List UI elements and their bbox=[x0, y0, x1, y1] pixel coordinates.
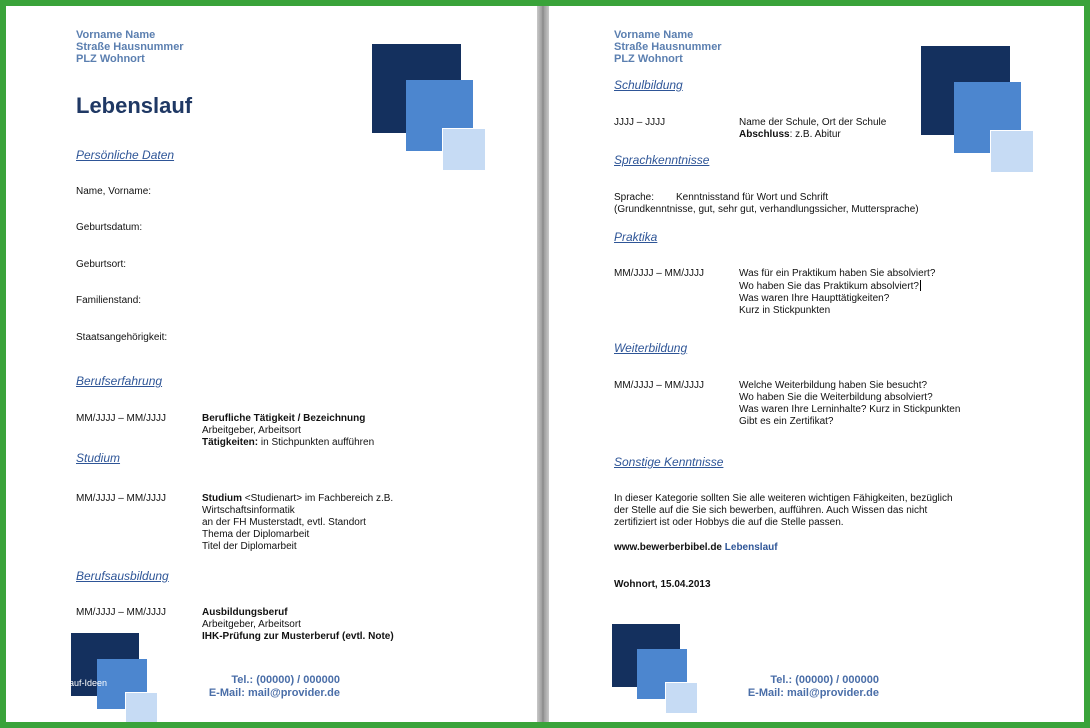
deco-square-light bbox=[442, 128, 486, 171]
training-title: Ausbildungsberuf bbox=[202, 607, 288, 618]
experience-employer: Arbeitgeber, Arbeitsort bbox=[202, 425, 301, 436]
section-heading-other-skills: Sonstige Kenntnisse bbox=[614, 455, 724, 469]
section-heading-languages: Sprachkenntnisse bbox=[614, 153, 710, 167]
header-address bbox=[614, 29, 722, 65]
footer-square-light bbox=[125, 692, 158, 722]
study-line: an der FH Musterstadt, evtl. Standort bbox=[202, 517, 366, 528]
school-degree-text: : z.B. Abitur bbox=[789, 129, 841, 140]
header-city: PLZ Wohnort bbox=[614, 53, 683, 65]
watermark-text: auf-Ideen bbox=[69, 678, 108, 688]
header-city: PLZ Wohnort bbox=[76, 53, 145, 65]
website-line bbox=[614, 542, 778, 554]
study-line: Wirtschaftsinformatik bbox=[202, 505, 295, 516]
study-title-bold: Studium bbox=[202, 493, 242, 504]
training-exam: IHK-Prüfung zur Musterberuf (evtl. Note) bbox=[202, 631, 394, 642]
other-skills-line: In dieser Kategorie sollten Sie alle weiteren wichtigen Fähigkeiten, bezüglich bbox=[614, 493, 953, 504]
footer-tel: Tel.: (00000) / 000000 bbox=[770, 674, 879, 686]
training-employer: Arbeitgeber, Arbeitsort bbox=[202, 619, 301, 630]
deco-square-light bbox=[990, 130, 1034, 173]
page-gutter bbox=[537, 6, 549, 722]
footer-email[interactable]: mail@provider.de bbox=[247, 687, 340, 699]
website-link[interactable]: www.bewerberbibel.de bbox=[614, 542, 722, 553]
experience-date: MM/JJJJ – MM/JJJJ bbox=[76, 413, 166, 424]
internship-line: Kurz in Stickpunkten bbox=[739, 305, 831, 316]
section-heading-experience: Berufserfahrung bbox=[76, 374, 163, 388]
header-street: Straße Hausnummer bbox=[76, 41, 184, 53]
field-name: Name, Vorname: bbox=[76, 186, 152, 197]
study-line: Thema der Diplomarbeit bbox=[202, 529, 310, 540]
study-title-rest: <Studienart> im Fachbereich z.B. bbox=[242, 493, 394, 504]
training-date: MM/JJJJ – MM/JJJJ bbox=[76, 607, 166, 618]
section-heading-internships: Praktika bbox=[614, 230, 658, 244]
study-date: MM/JJJJ – MM/JJJJ bbox=[76, 493, 166, 504]
school-name: Name der Schule, Ort der Schule bbox=[739, 117, 887, 128]
field-marital-status: Familienstand: bbox=[76, 295, 142, 306]
experience-tasks-label: Tätigkeiten: bbox=[202, 437, 259, 448]
section-heading-personal: Persönliche Daten bbox=[76, 148, 175, 162]
experience-title: Berufliche Tätigkeit / Bezeichnung bbox=[202, 413, 366, 424]
header-address bbox=[76, 29, 184, 65]
cv-page-1 bbox=[6, 6, 537, 722]
section-heading-training: Berufsausbildung bbox=[76, 569, 169, 583]
footer-tel: Tel.: (00000) / 000000 bbox=[231, 674, 340, 686]
other-skills-text bbox=[614, 493, 953, 529]
school-degree-label: Abschluss bbox=[739, 129, 790, 140]
section-heading-study: Studium bbox=[76, 451, 121, 465]
other-skills-line: zertifiziert ist oder Hobbys die auf die Stelle passen. bbox=[614, 517, 844, 528]
cv-page-2 bbox=[549, 6, 1084, 722]
language-text: Kenntnisstand für Wort und Schrift bbox=[676, 192, 829, 203]
internship-details bbox=[739, 268, 935, 317]
field-birthdate: Geburtsdatum: bbox=[76, 222, 143, 233]
school-details bbox=[739, 117, 886, 141]
website-suffix: Lebenslauf bbox=[722, 542, 778, 553]
school-date: JJJJ – JJJJ bbox=[614, 117, 666, 128]
field-nationality: Staatsangehörigkeit: bbox=[76, 332, 168, 343]
header-name: Vorname Name bbox=[614, 29, 694, 41]
header-name: Vorname Name bbox=[76, 29, 156, 41]
footer-contact bbox=[206, 674, 340, 700]
further-training-date: MM/JJJJ – MM/JJJJ bbox=[614, 380, 704, 391]
internship-line: Wo haben Sie das Praktikum absolviert? bbox=[739, 281, 919, 292]
further-training-line: Was waren Ihre Lerninhalte? Kurz in Stickpunkten bbox=[739, 404, 961, 415]
page-title: Lebenslauf bbox=[76, 93, 193, 118]
experience-tasks-text: in Stichpunkten aufführen bbox=[258, 437, 375, 448]
footer-email-label: E-Mail: bbox=[747, 687, 784, 699]
section-heading-school: Schulbildung bbox=[614, 78, 683, 92]
experience-details bbox=[202, 413, 374, 449]
other-skills-line: der Stelle auf die Sie sich bewerben, aufführen. Auch Wissen das nicht bbox=[614, 505, 928, 516]
internship-line: Was für ein Praktikum haben Sie absolviert? bbox=[739, 268, 936, 279]
place-date: Wohnort, 15.04.2013 bbox=[614, 579, 711, 590]
internship-line: Was waren Ihre Haupttätigkeiten? bbox=[739, 293, 890, 304]
study-line: Titel der Diplomarbeit bbox=[202, 541, 297, 552]
further-training-line: Welche Weiterbildung haben Sie besucht? bbox=[739, 380, 928, 391]
header-street: Straße Hausnummer bbox=[614, 41, 722, 53]
language-note: (Grundkenntnisse, gut, sehr gut, verhandlungssicher, Muttersprache) bbox=[614, 204, 919, 215]
further-training-line: Wo haben Sie die Weiterbildung absolviert? bbox=[739, 392, 933, 403]
further-training-details bbox=[739, 380, 960, 428]
footer-email[interactable]: mail@provider.de bbox=[786, 687, 879, 699]
further-training-line: Gibt es ein Zertifikat? bbox=[739, 416, 834, 427]
text-cursor bbox=[920, 280, 921, 291]
internship-date: MM/JJJJ – MM/JJJJ bbox=[614, 268, 704, 279]
footer-email-label: E-Mail: bbox=[208, 687, 245, 699]
footer-contact bbox=[745, 674, 879, 700]
field-birthplace: Geburtsort: bbox=[76, 259, 127, 270]
footer-square-light bbox=[665, 682, 698, 714]
section-heading-further-training: Weiterbildung bbox=[614, 341, 688, 355]
language-label: Sprache: bbox=[614, 192, 655, 203]
training-details bbox=[202, 607, 394, 643]
study-details bbox=[202, 493, 393, 553]
